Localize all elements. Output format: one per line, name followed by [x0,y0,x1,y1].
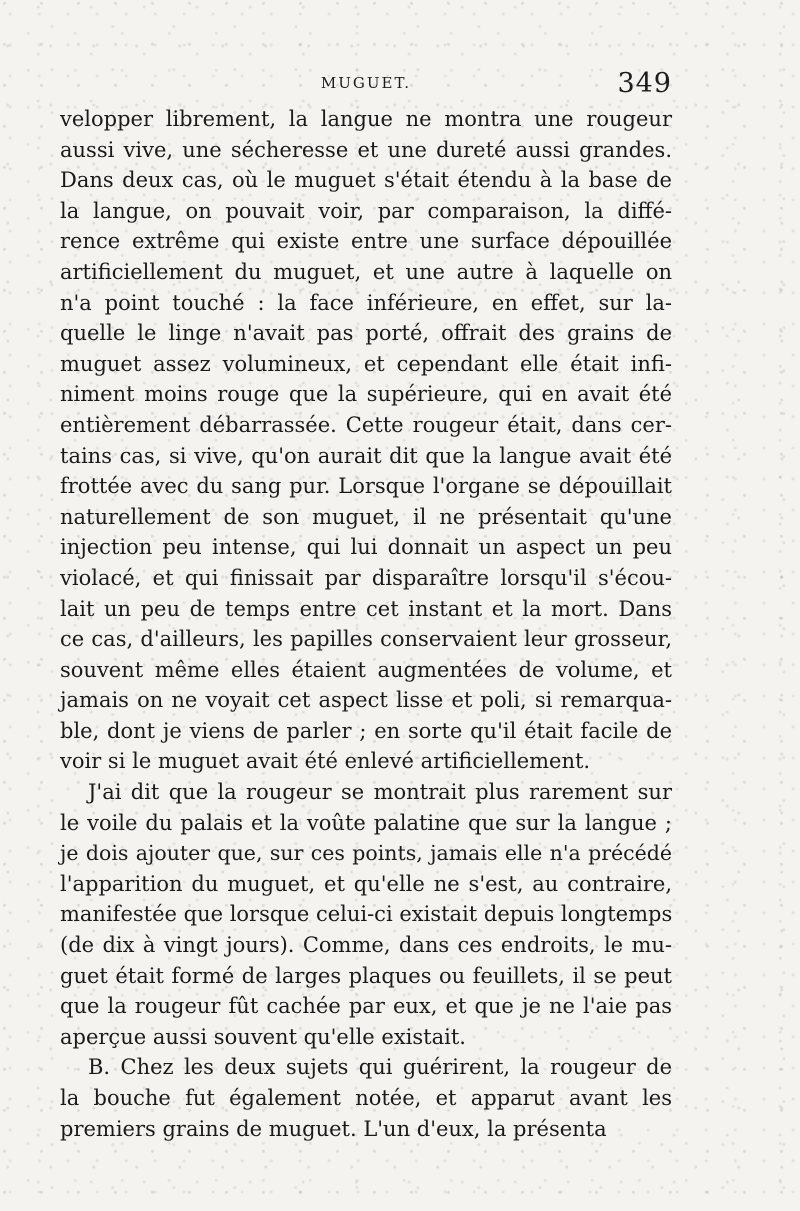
text-line: n'a point touché : la face inférieure, en effet, sur la- [60,290,672,315]
text-line: aperçue aussi souvent qu'elle existait. [60,1024,466,1049]
running-head [60,68,672,104]
text-line: quelle le linge n'avait pas porté, offrait des grains de [60,321,672,346]
text-line: muguet assez volumineux, et cependant elle était infi- [60,351,672,376]
text-line: que la rougeur fût cachée par eux, et que je ne l'aie pas [60,994,672,1019]
running-title: MUGUET. [320,74,412,92]
text-line: la langue, on pouvait voir, par comparaison, la diffé- [60,198,672,223]
text-line: la bouche fut également notée, et apparut avant les [60,1086,672,1110]
text-line: velopper librement, la langue ne montra une rougeur [60,107,672,131]
body-text [60,104,672,1144]
text-line: violacé, et qui finissait par disparaître lorsqu'il s'écou- [60,565,672,590]
text-line: tains cas, si vive, qu'on aurait dit que la langue avait été [60,443,672,468]
text-line: jamais on ne voyait cet aspect lisse et poli, si remarqua- [60,688,672,713]
text-line: B. Chez les deux sujets qui guérirent, la rougeur de [88,1055,672,1080]
text-line: manifestée que lorsque celui-ci existait depuis longtemps [60,902,673,927]
text-line: l'apparition du muguet, et qu'elle ne s'est, au contraire, [60,871,672,896]
text-line: guet était formé de larges plaques ou feuillets, il se peut [60,963,672,988]
text-line: le voile du palais et la voûte palatine que sur la langue ; [60,810,672,835]
text-line: entièrement débarrassée. Cette rougeur était, dans cer- [60,412,672,437]
text-line: aussi vive, une sécheresse et une dureté aussi grandes. [60,137,672,162]
text-line: naturellement de son muguet, il ne présentait qu'une [60,504,672,529]
text-line: souvent même elles étaient augmentées de volume, et [60,657,672,682]
text-line: ce cas, d'ailleurs, les papilles conservaient leur grosseur, [60,627,672,652]
text-line: premiers grains de muguet. L'un d'eux, la présenta [60,1116,607,1141]
text-line: J'ai dit que la rougeur se montrait plus rarement sur [88,780,672,805]
text-line: injection peu intense, qui lui donnait un aspect un peu [60,535,672,560]
text-line: je dois ajouter que, sur ces points, jamais elle n'a précédé [60,841,672,866]
text-line: lait un peu de temps entre cet instant et la mort. Dans [60,596,672,621]
text-line: voir si le muguet avait été enlevé artificiellement. [60,749,591,774]
text-line: Dans deux cas, où le muguet s'était étendu à la base de [60,168,672,193]
text-line: niment moins rouge que la supérieure, qui en avait été [60,382,672,407]
text-line: ble, dont je viens de parler ; en sorte qu'il était facile de [60,718,672,743]
page-number: 349 [617,68,672,99]
text-line: (de dix à vingt jours). Comme, dans ces endroits, le mu- [60,933,672,958]
text-line: frottée avec du sang pur. Lorsque l'organe se dépouillait [60,474,672,499]
text-line: artificiellement du muguet, et une autre à laquelle on [60,259,672,284]
text-line: rence extrême qui existe entre une surface dépouillée [60,229,672,254]
